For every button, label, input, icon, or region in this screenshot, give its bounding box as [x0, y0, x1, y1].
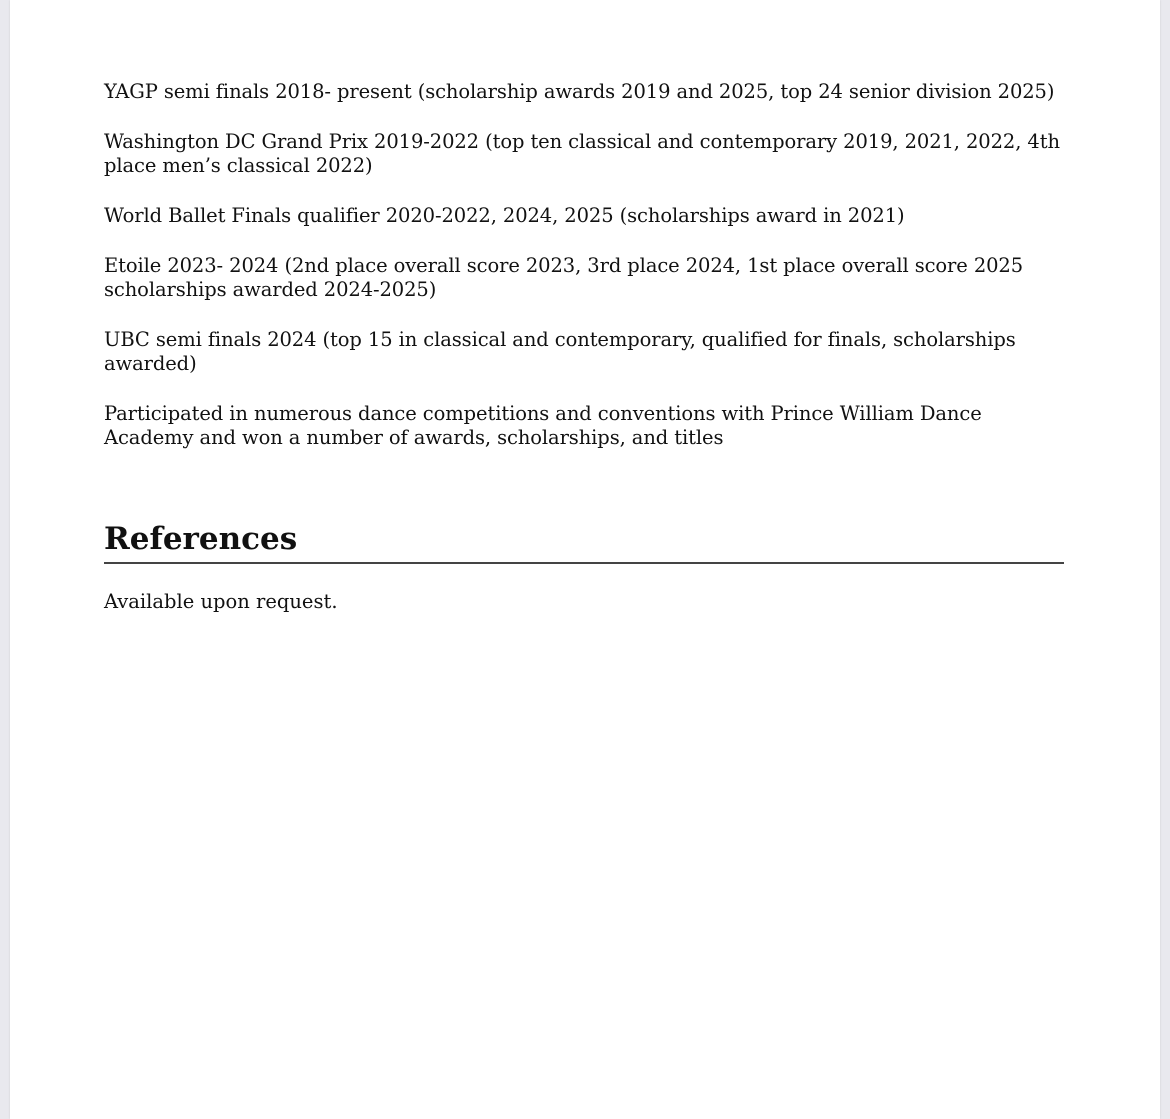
competition-entry-world-ballet: World Ballet Finals qualifier 2020-2022, 2024, 2025 (scholarships award in 2021) [104, 204, 905, 227]
references-text: Available upon request. [104, 590, 338, 613]
document-page [10, 0, 1160, 1119]
competition-entry-yagp: YAGP semi finals 2018- present (scholarship awards 2019 and 2025, top 24 senior division 2025) [104, 80, 1055, 103]
competition-entry-ubc: UBC semi finals 2024 (top 15 in classical and contemporary, qualified for finals, scholarships awarded) [104, 328, 1016, 375]
document-content [104, 80, 1064, 614]
references-heading: References [104, 520, 1064, 564]
competition-entry-prince-william: Participated in numerous dance competitions and conventions with Prince William Dance Academy and won a number of awards, scholarships, and titles [104, 402, 982, 449]
competition-entry-etoile: Etoile 2023- 2024 (2nd place overall score 2023, 3rd place 2024, 1st place overall score 2025 scholarships awarded 2024-2025) [104, 254, 1024, 301]
competition-entry-washington-dc: Washington DC Grand Prix 2019-2022 (top ten classical and contemporary 2019, 2021, 2022, 4th place men’s classical 2022) [104, 130, 1060, 177]
